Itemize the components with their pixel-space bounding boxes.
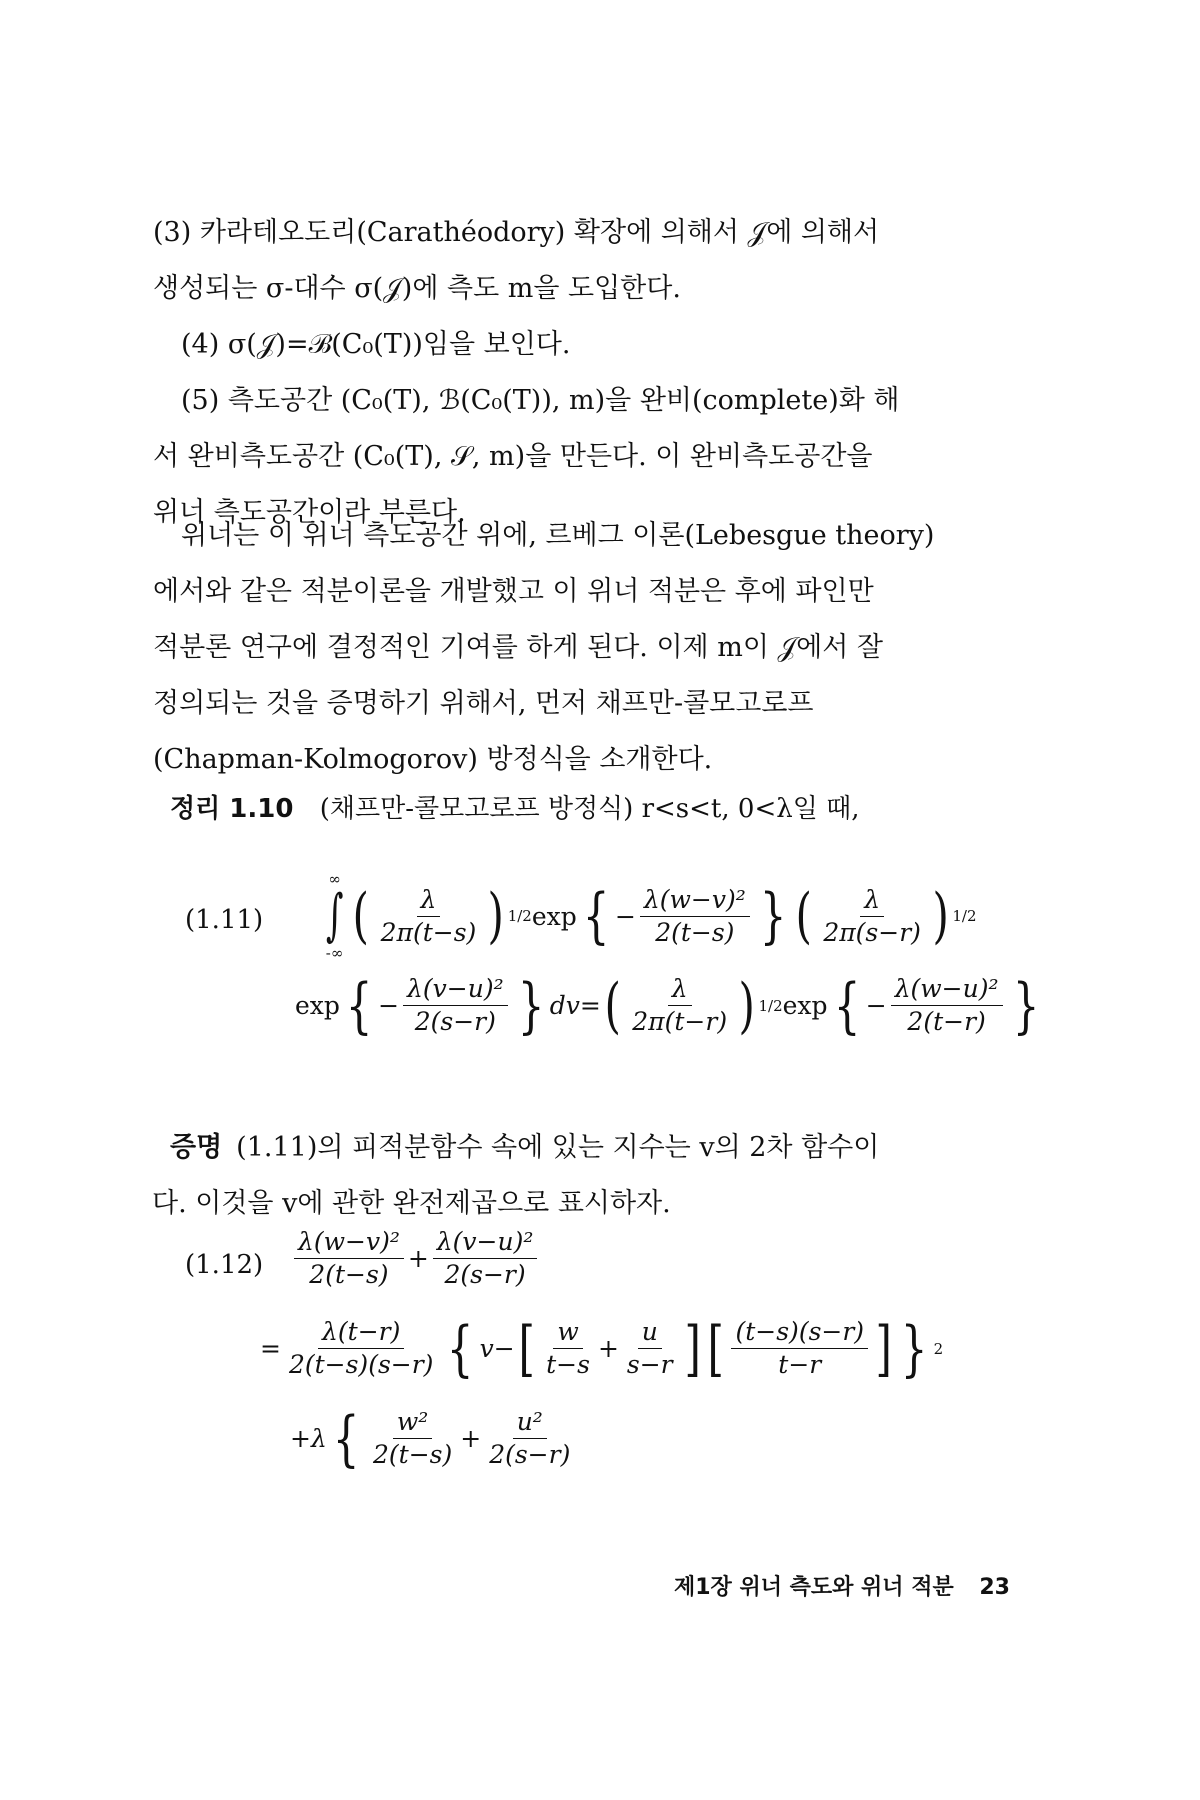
exp-function: exp: [295, 991, 340, 1020]
fraction: [369, 1408, 456, 1469]
paren-open: (: [352, 881, 370, 951]
text-line: 정의되는 것을 증명하기 위해서, 먼저 채프만-콜모고로프: [153, 688, 814, 719]
brace-close: }: [517, 970, 545, 1041]
fraction: [623, 1318, 677, 1379]
text-line: 위너 측도공간이라 부른다.: [153, 497, 466, 528]
plus-sign: +: [597, 1334, 619, 1363]
minus-sign: −: [378, 991, 400, 1020]
exp-function: exp: [531, 901, 577, 931]
brace-open: {: [582, 881, 610, 951]
fraction-numerator: u: [638, 1318, 662, 1349]
brace-close: }: [901, 1313, 928, 1384]
fraction-denominator: s−r: [626, 1350, 673, 1379]
fraction-numerator: u²: [513, 1408, 547, 1439]
brace-open: {: [833, 970, 861, 1041]
plus-sign: +: [407, 1244, 429, 1273]
fraction-denominator: 2π(t−s): [380, 917, 477, 947]
fraction-denominator: 2(t−s): [372, 1440, 453, 1469]
fraction-denominator: 2(t−s): [309, 1260, 389, 1289]
text-line: 서 완비측도공간 (C₀(T), 𝒮, m)을 만든다. 이 완비측도공간을: [153, 441, 873, 472]
theorem-text: (채프만-콜모고로프 방정식) r<s<t, 0<λ일 때,: [319, 794, 860, 824]
fraction: [542, 1318, 594, 1379]
equation-1-11-line-1: ∞ ∫ -∞ ( $\frac{\lambda}{2\pi(t-s)}$ ) 1/2 exp { − $\frac{\text{λ(w−v)²}}{2(t-s)}$ } ( $\frac{\lambda}{2\pi(s-r)}$ ) 1/2: [320, 870, 976, 962]
fraction: [891, 975, 1003, 1036]
plus-lambda-term: +λ: [290, 1424, 327, 1453]
fraction-denominator: 2(s−r): [414, 1007, 496, 1036]
fraction-numerator: λ(v−u)²: [403, 975, 508, 1006]
chapter-title: 제1장 위너 측도와 위너 적분: [673, 1575, 954, 1600]
brace-open: {: [447, 1313, 474, 1384]
brace-open: {: [332, 1403, 360, 1474]
integral-symbol: ∫: [325, 883, 344, 948]
text-line: (3) 카라테오도리(Carathéodory) 확장에 의해서 𝒥에 의해서: [153, 217, 880, 248]
fraction: [377, 886, 481, 947]
fraction: [731, 1318, 868, 1379]
fraction-numerator: w: [553, 1318, 582, 1349]
text-line: 에서와 같은 적분이론을 개발했고 이 위너 적분은 후에 파인만: [153, 576, 874, 607]
fraction-numerator: λ: [668, 975, 692, 1006]
exp-function: exp: [782, 991, 828, 1020]
paren-close: ): [738, 970, 755, 1041]
fraction: [285, 1318, 437, 1379]
fraction-numerator: λ(w−u)²: [891, 975, 1003, 1006]
text-line: (Chapman-Kolmogorov) 방정식을 소개한다.: [153, 744, 713, 775]
fraction-numerator: λ: [417, 886, 441, 917]
fraction-numerator: λ: [860, 886, 884, 917]
page-number: 23: [979, 1575, 1010, 1600]
brace-open: {: [345, 970, 373, 1041]
integral-lower-limit: -∞: [325, 944, 344, 962]
paren-open: (: [604, 970, 621, 1041]
fraction-numerator: λ(w−v)²: [640, 886, 750, 917]
fraction-denominator: t−r: [778, 1350, 822, 1379]
fraction: [403, 975, 508, 1036]
fraction-denominator: 2(t−s): [655, 917, 735, 947]
text-line: (5) 측도공간 (C₀(T), ℬ(C₀(T)), m)을 완비(complete)화 해: [181, 385, 900, 416]
bracket-open: [: [707, 1313, 724, 1384]
fraction-denominator: 2(s−r): [444, 1260, 526, 1289]
fraction: [294, 1228, 404, 1289]
fraction-numerator: (t−s)(s−r): [731, 1318, 868, 1349]
theorem-heading: 정리 1.10: [170, 794, 294, 824]
equals-sign: =: [260, 1334, 281, 1363]
proof-heading: 증명: [170, 1132, 223, 1163]
fraction-denominator: 2(t−r): [907, 1007, 986, 1036]
text-line: [170, 1120, 1030, 1176]
fraction: [640, 886, 750, 947]
text-line: 생성되는 σ-대수 σ(𝒥)에 측도 m을 도입한다.: [153, 273, 681, 304]
fraction-numerator: λ(t−r): [318, 1318, 404, 1349]
equation-number: (1.12): [185, 1250, 264, 1280]
fraction-denominator: 2π(s−r): [823, 917, 921, 947]
fraction: [819, 886, 925, 947]
proof-text: (1.11)의 피적분함수 속에 있는 지수는 v의 2차 함수이: [236, 1132, 880, 1163]
bracket-close: ]: [684, 1313, 701, 1384]
brace-close: }: [1012, 970, 1039, 1041]
paragraph-steps: [153, 205, 1033, 541]
plus-sign: +: [460, 1424, 482, 1453]
bracket-close: ]: [875, 1313, 892, 1384]
equation-1-12-line-1: [290, 1228, 541, 1289]
text-line: 위너는 이 위너 측도공간 위에, 르베그 이론(Lebesgue theory): [181, 520, 935, 551]
fraction-denominator: 2(t−s)(s−r): [288, 1350, 434, 1379]
fraction-numerator: λ(v−u)²: [433, 1228, 538, 1259]
variable-term: v−: [479, 1334, 515, 1363]
paren-close: ): [932, 881, 949, 951]
text-line: (4) σ(𝒥)=ℬ(C₀(T))임을 보인다.: [181, 329, 571, 360]
fraction-numerator: λ(w−v)²: [294, 1228, 404, 1259]
page-footer: [674, 1570, 1010, 1601]
proof-paragraph: [152, 1120, 1030, 1232]
minus-sign: −: [614, 901, 636, 931]
text-line: 다. 이것을 v에 관한 완전제곱으로 표시하자.: [152, 1188, 671, 1219]
fraction-numerator: w²: [393, 1408, 432, 1439]
equation-number: (1.11): [185, 905, 264, 935]
integral-sign: [320, 870, 349, 962]
equation-1-12-line-2: = $\frac{\lambda(t-r)}{2(t-s)(s-r)}$ { v− [ $\frac{w}{t-s}$ + $\frac{u}{s-r}$ ] [ $\frac{(t-s)(s-r)}{t-r}$ ] } 2: [260, 1313, 944, 1384]
fraction-denominator: 2π(t−r): [632, 1007, 728, 1036]
fraction: [433, 1228, 538, 1289]
integral-upper-limit: ∞: [328, 870, 341, 888]
paren-open: (: [795, 881, 812, 951]
paren-close: ): [487, 881, 505, 951]
differential-dv: dv=: [549, 991, 601, 1020]
fraction: [628, 975, 731, 1036]
theorem-statement: [170, 788, 1030, 825]
fraction: [485, 1408, 574, 1469]
paragraph-wiener: [153, 508, 1033, 788]
equation-1-11-line-2: exp { − $\frac{\text{λ(v−u)²}}{2(s-r)}$ } dv= ( $\frac{\lambda}{2\pi(t-r)}$ ) 1/2 exp { − $\frac{\text{λ(w−u)²}}{2(t-r)}$ }: [295, 970, 1039, 1041]
fraction-denominator: 2(s−r): [489, 1440, 571, 1469]
brace-close: }: [759, 881, 787, 951]
minus-sign: −: [865, 991, 887, 1020]
fraction-denominator: t−s: [546, 1350, 590, 1379]
equation-1-12-line-3: [290, 1403, 578, 1474]
bracket-open: [: [518, 1313, 535, 1384]
text-line: 적분론 연구에 결정적인 기여를 하게 된다. 이제 m이 𝒥에서 잘: [153, 632, 883, 663]
